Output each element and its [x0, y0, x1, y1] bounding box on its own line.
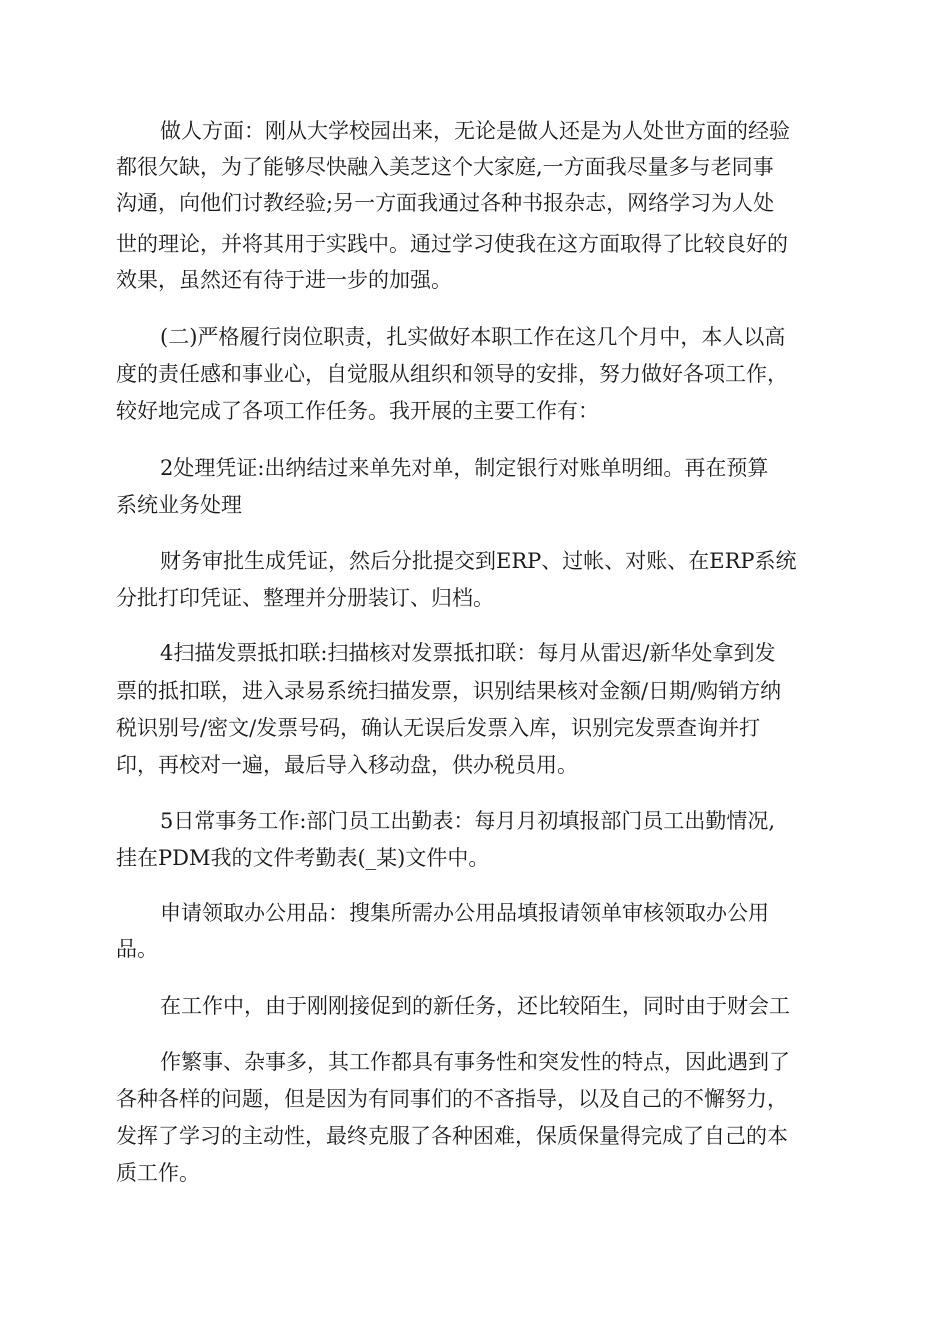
text-line: 度的责任感和事业心，自觉服从组织和领导的安排，努力做好各项工作， [116, 362, 788, 386]
text-line: 发挥了学习的主动性，最终克服了各种困难，保质保量得完成了自己的本 [116, 1124, 788, 1148]
text-line: 效果，虽然还有待于进一步的加强。 [116, 268, 452, 292]
text-line: 系统业务处理 [116, 493, 242, 517]
text-line: 沟通，向他们讨教经验;另一方面我通过各种书报杂志，网络学习为人处 [116, 191, 775, 215]
text-line: 较好地完成了各项工作任务。我开展的主要工作有： [116, 399, 599, 423]
text-line: 分批打印凭证、整理并分册装订、归档。 [116, 586, 494, 610]
text-line: 作繁事、杂事多，其工作都具有事务性和突发性的特点，因此遇到了 [160, 1050, 790, 1074]
text-line: 都很欠缺，为了能够尽快融入美芝这个大家庭,一方面我尽量多与老同事 [116, 155, 774, 179]
text-line: 5日常事务工作:部门员工出勤表：每月月初填报部门员工出勤情况, [160, 809, 776, 833]
text-line: 在工作中，由于刚刚接促到的新任务，还比较陌生，同时由于财会工 [160, 994, 790, 1018]
text-line: (二)严格履行岗位职责，扎实做好本职工作在这几个月中，本人以高 [160, 325, 786, 349]
text-line: 各种各样的问题，但是因为有同事们的不吝指导，以及自己的不懈努力， [116, 1087, 788, 1111]
text-line: 做人方面：刚从大学校园出来，无论是做人还是为人处世方面的经验 [160, 119, 790, 143]
text-line: 品。 [116, 937, 158, 961]
text-line: 税识别号/密文/发票号码，确认无误后发票入库，识别完发票查询并打 [116, 716, 761, 740]
text-line: 世的理论，并将其用于实践中。通过学习使我在这方面取得了比较良好的 [116, 232, 788, 256]
text-line: 申请领取办公用品：搜集所需办公用品填报请领单审核领取办公用 [160, 901, 769, 925]
text-line: 质工作。 [116, 1161, 200, 1185]
text-line: 票的抵扣联，进入录易系统扫描发票，识别结果核对金额/日期/购销方纳 [116, 679, 782, 703]
text-line: 4扫描发票抵扣联:扫描核对发票抵扣联：每月从雷迟/新华处拿到发 [160, 641, 776, 665]
text-line: 财务审批生成凭证，然后分批提交到ERP、过帐、对账、在ERP系统 [160, 549, 797, 573]
text-line: 挂在PDM我的文件考勤表(_某)文件中。 [116, 846, 490, 870]
text-line: 印，再校对一遍，最后导入移动盘，供办税员用。 [116, 753, 578, 777]
text-line: 2处理凭证:出纳结过来单先对单，制定银行对账单明细。再在预算 [160, 456, 769, 480]
